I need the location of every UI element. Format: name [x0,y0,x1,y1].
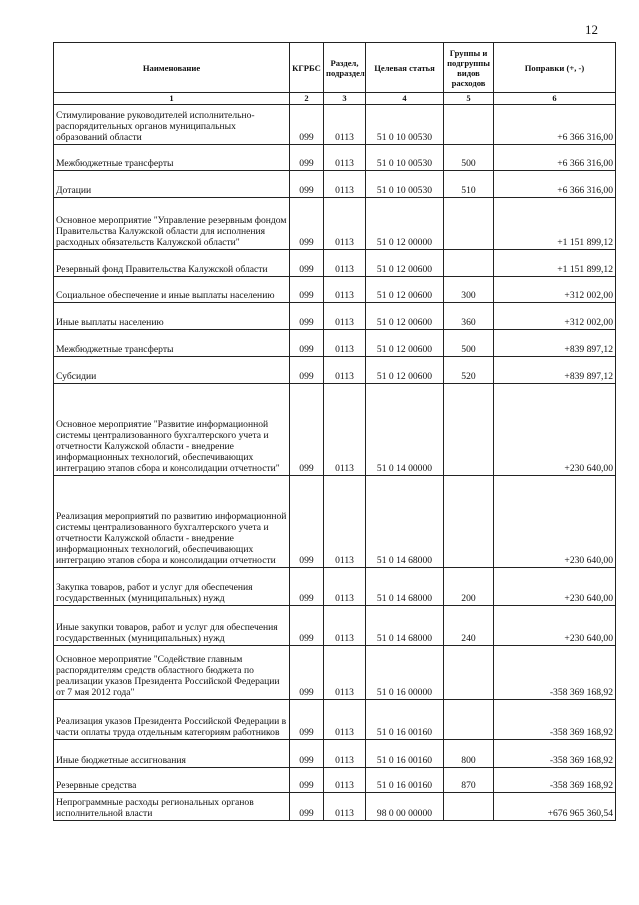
row-name: Основное мероприятие "Развитие информационной системы централизованного бухгалтерского учета и отчетности Калужской области - внедрение информационных технологий, обеспечивающих интеграцию этапов сбора и консолидации отчетности" [54,384,290,476]
row-name: Основное мероприятие "Управление резервным фондом Правительства Калужской области для исполнения расходных обязательств Калужской области" [54,198,290,250]
table-row [54,105,616,145]
row-section: 0113 [324,277,366,303]
row-group [444,476,494,568]
row-amount: +230 640,00 [494,568,616,606]
header-row [54,43,616,93]
row-amount: +230 640,00 [494,606,616,646]
row-amount: +1 151 899,12 [494,198,616,250]
row-group: 500 [444,145,494,171]
row-group: 800 [444,740,494,768]
header-section: Раздел, подраздел [324,43,366,93]
row-group [444,384,494,476]
row-name: Дотации [54,171,290,198]
row-name: Иные закупки товаров, работ и услуг для обеспечения государственных (муниципальных) нужд [54,606,290,646]
row-section: 0113 [324,145,366,171]
row-target: 51 0 10 00530 [366,171,444,198]
row-kgrbs: 099 [290,740,324,768]
row-section: 0113 [324,171,366,198]
row-name: Иные бюджетные ассигнования [54,740,290,768]
row-section: 0113 [324,250,366,277]
row-amount: +839 897,12 [494,357,616,384]
row-group: 500 [444,330,494,357]
row-section: 0113 [324,357,366,384]
row-group: 240 [444,606,494,646]
row-target: 51 0 12 00600 [366,357,444,384]
table-row [54,198,616,250]
row-section: 0113 [324,700,366,740]
row-amount: +6 366 316,00 [494,105,616,145]
column-number: 5 [444,93,494,105]
table-row [54,250,616,277]
row-target: 51 0 12 00600 [366,277,444,303]
row-name: Закупка товаров, работ и услуг для обеспечения государственных (муниципальных) нужд [54,568,290,606]
row-kgrbs: 099 [290,250,324,277]
row-amount: -358 369 168,92 [494,700,616,740]
row-amount: +230 640,00 [494,476,616,568]
budget-amendments-table [53,42,616,821]
table-row [54,768,616,793]
row-target: 51 0 16 00160 [366,740,444,768]
row-group: 360 [444,303,494,330]
row-name: Субсидии [54,357,290,384]
row-group [444,793,494,821]
row-group [444,198,494,250]
row-target: 51 0 12 00600 [366,303,444,330]
row-target: 51 0 14 68000 [366,568,444,606]
row-target: 51 0 12 00600 [366,330,444,357]
row-group: 200 [444,568,494,606]
row-name: Иные выплаты населению [54,303,290,330]
row-section: 0113 [324,740,366,768]
row-kgrbs: 099 [290,768,324,793]
row-kgrbs: 099 [290,198,324,250]
header-kgrbs: КГРБС [290,43,324,93]
row-target: 98 0 00 00000 [366,793,444,821]
column-number: 4 [366,93,444,105]
row-kgrbs: 099 [290,303,324,330]
row-amount: +312 002,00 [494,277,616,303]
row-group [444,105,494,145]
row-name: Стимулирование руководителей исполнительно-распорядительных органов муниципальных образований области [54,105,290,145]
column-number: 6 [494,93,616,105]
row-kgrbs: 099 [290,606,324,646]
row-kgrbs: 099 [290,476,324,568]
row-section: 0113 [324,105,366,145]
row-name: Резервные средства [54,768,290,793]
row-kgrbs: 099 [290,646,324,700]
table-row [54,606,616,646]
table-row [54,384,616,476]
table-row [54,357,616,384]
table-row [54,171,616,198]
row-target: 51 0 12 00000 [366,198,444,250]
row-kgrbs: 099 [290,568,324,606]
row-name: Непрограммные расходы региональных органов исполнительной власти [54,793,290,821]
row-target: 51 0 16 00000 [366,646,444,700]
column-number: 1 [54,93,290,105]
table-row [54,476,616,568]
header-amount: Поправки (+, -) [494,43,616,93]
row-amount: -358 369 168,92 [494,740,616,768]
row-group [444,250,494,277]
row-kgrbs: 099 [290,700,324,740]
header-target: Целевая статья [366,43,444,93]
row-group: 520 [444,357,494,384]
row-amount: +676 965 360,54 [494,793,616,821]
row-amount: +1 151 899,12 [494,250,616,277]
table-row [54,330,616,357]
row-amount: -358 369 168,92 [494,768,616,793]
row-name: Реализация указов Президента Российской Федерации в части оплаты труда отдельным категориям работников [54,700,290,740]
table-row [54,700,616,740]
row-group [444,646,494,700]
row-name: Реализация мероприятий по развитию информационной системы централизованного бухгалтерского учета и отчетности Калужской области - внедрение информационных технологий, обеспечивающих интеграцию этапов сбора и консолидации отчетности [54,476,290,568]
row-target: 51 0 10 00530 [366,145,444,171]
row-amount: +6 366 316,00 [494,171,616,198]
row-name: Основное мероприятие "Содействие главным распорядителям средств областного бюджета по реализации указов Президента Российской Федерации от 7 мая 2012 года" [54,646,290,700]
row-group: 300 [444,277,494,303]
row-name: Социальное обеспечение и иные выплаты населению [54,277,290,303]
row-section: 0113 [324,330,366,357]
row-kgrbs: 099 [290,330,324,357]
column-number: 2 [290,93,324,105]
row-amount: +6 366 316,00 [494,145,616,171]
table-row [54,145,616,171]
row-amount: +839 897,12 [494,330,616,357]
row-kgrbs: 099 [290,171,324,198]
row-kgrbs: 099 [290,145,324,171]
row-section: 0113 [324,568,366,606]
row-group [444,700,494,740]
row-kgrbs: 099 [290,793,324,821]
table-row [54,793,616,821]
row-section: 0113 [324,384,366,476]
table-row [54,277,616,303]
header-name: Наименование [54,43,290,93]
row-section: 0113 [324,646,366,700]
row-section: 0113 [324,303,366,330]
row-target: 51 0 10 00530 [366,105,444,145]
row-group: 510 [444,171,494,198]
row-target: 51 0 16 00160 [366,700,444,740]
row-amount: +312 002,00 [494,303,616,330]
table-row [54,646,616,700]
header-group: Группы и подгруппы видов расходов [444,43,494,93]
row-section: 0113 [324,198,366,250]
row-amount: +230 640,00 [494,384,616,476]
column-number: 3 [324,93,366,105]
row-name: Межбюджетные трансферты [54,330,290,357]
row-section: 0113 [324,606,366,646]
row-target: 51 0 14 68000 [366,476,444,568]
row-section: 0113 [324,768,366,793]
row-target: 51 0 12 00600 [366,250,444,277]
row-name: Резервный фонд Правительства Калужской области [54,250,290,277]
column-numbers-row [54,93,616,105]
row-kgrbs: 099 [290,357,324,384]
row-section: 0113 [324,476,366,568]
row-group: 870 [444,768,494,793]
row-name: Межбюджетные трансферты [54,145,290,171]
row-target: 51 0 14 00000 [366,384,444,476]
row-target: 51 0 14 68000 [366,606,444,646]
row-kgrbs: 099 [290,105,324,145]
row-amount: -358 369 168,92 [494,646,616,700]
table-row [54,568,616,606]
row-kgrbs: 099 [290,384,324,476]
row-target: 51 0 16 00160 [366,768,444,793]
table-row [54,740,616,768]
row-section: 0113 [324,793,366,821]
table-row [54,303,616,330]
row-kgrbs: 099 [290,277,324,303]
page-number: 12 [585,22,598,37]
